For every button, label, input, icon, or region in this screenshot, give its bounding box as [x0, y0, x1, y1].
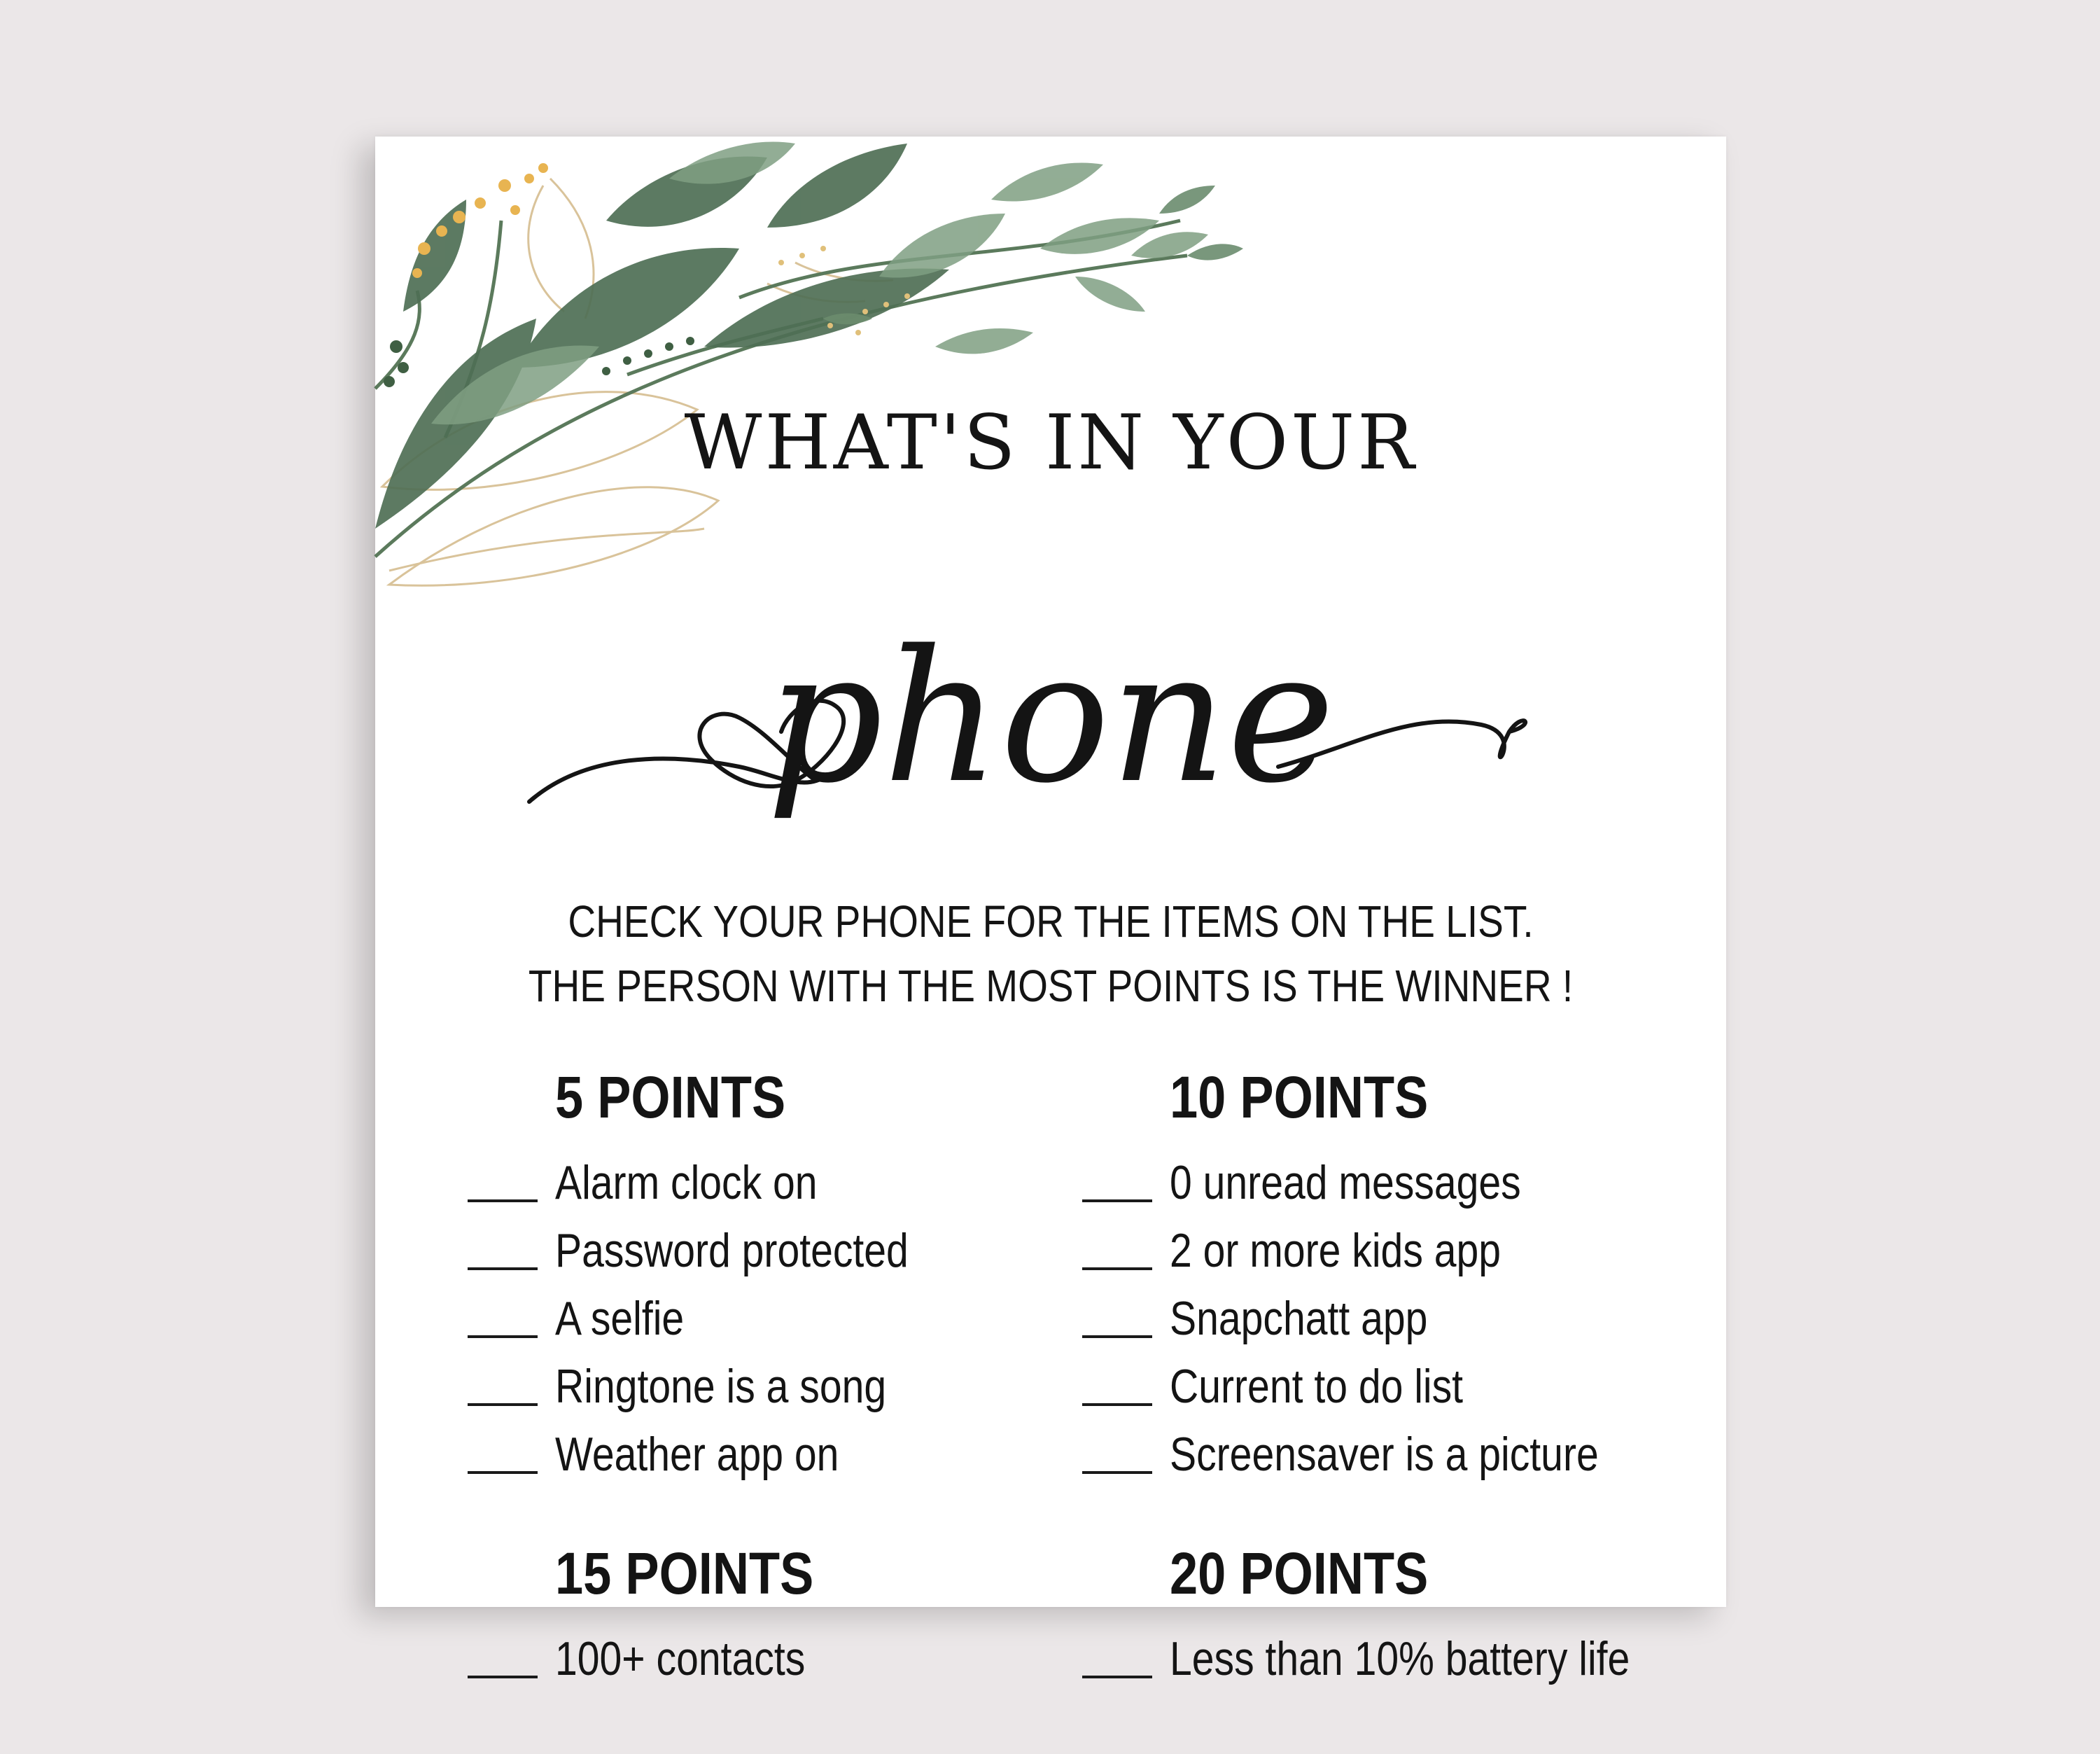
answer-blank: [1082, 1471, 1152, 1474]
section-title: 20 POINTS: [1170, 1540, 1429, 1606]
answer-blank: [1082, 1676, 1152, 1678]
answer-blank: [1082, 1403, 1152, 1406]
instruction-line-1: CHECK YOUR PHONE FOR THE ITEMS ON THE LIST.: [568, 896, 1534, 947]
points-section-20: [1082, 1540, 1656, 1754]
answer-blank: [468, 1471, 538, 1474]
answer-blank: [468, 1335, 538, 1338]
list-item: [1082, 1292, 1656, 1345]
list-item: [468, 1156, 1042, 1209]
item-label: 0 unread messages: [1170, 1156, 1521, 1209]
item-label: Password protected: [555, 1224, 909, 1277]
list-item: [468, 1360, 1042, 1413]
answer-blank: [1082, 1335, 1152, 1338]
item-label: Alarm clock on: [555, 1156, 818, 1209]
instruction-line-2: THE PERSON WITH THE MOST POINTS IS THE WINNER !: [528, 961, 1574, 1011]
game-card: [375, 137, 1726, 1685]
section-title: 5 POINTS: [555, 1064, 786, 1130]
item-label: 2 or more kids app: [1170, 1224, 1502, 1277]
item-label: 100+ contacts: [555, 1632, 806, 1685]
title-script: phone: [766, 612, 1335, 823]
points-section-10: [1082, 1064, 1656, 1488]
list-item: [1082, 1360, 1656, 1413]
list-item: [468, 1224, 1042, 1277]
item-label: Current to do list: [1170, 1360, 1464, 1413]
item-label: Screensaver is a picture: [1170, 1428, 1599, 1481]
answer-blank: [468, 1267, 538, 1270]
title-top: WHAT'S IN YOUR: [684, 399, 1418, 487]
list-item: [1082, 1224, 1656, 1277]
section-title: 15 POINTS: [555, 1540, 814, 1606]
item-label: Snapchatt app: [1170, 1292, 1428, 1345]
title-script-block: [375, 592, 1726, 886]
points-section-5: [468, 1064, 1042, 1488]
answer-blank: [468, 1676, 538, 1678]
greenery-decoration: [375, 137, 1257, 599]
answer-blank: [1082, 1267, 1152, 1270]
item-label: Ringtone is a song: [555, 1360, 887, 1413]
instructions: [470, 889, 1632, 1018]
section-title: 10 POINTS: [1170, 1064, 1429, 1130]
item-label: Weather app on: [555, 1428, 839, 1481]
list-item: [468, 1632, 1042, 1685]
answer-blank: [468, 1199, 538, 1202]
item-label: A selfie: [555, 1292, 685, 1345]
list-item: [1082, 1428, 1656, 1481]
list-item: [1082, 1632, 1656, 1685]
answer-blank: [1082, 1199, 1152, 1202]
answer-blank: [468, 1403, 538, 1406]
item-label: Less than 10% battery life: [1170, 1632, 1630, 1685]
list-item: [468, 1292, 1042, 1345]
list-item: [1082, 1156, 1656, 1209]
list-item: [468, 1428, 1042, 1481]
points-section-15: [468, 1540, 1042, 1754]
